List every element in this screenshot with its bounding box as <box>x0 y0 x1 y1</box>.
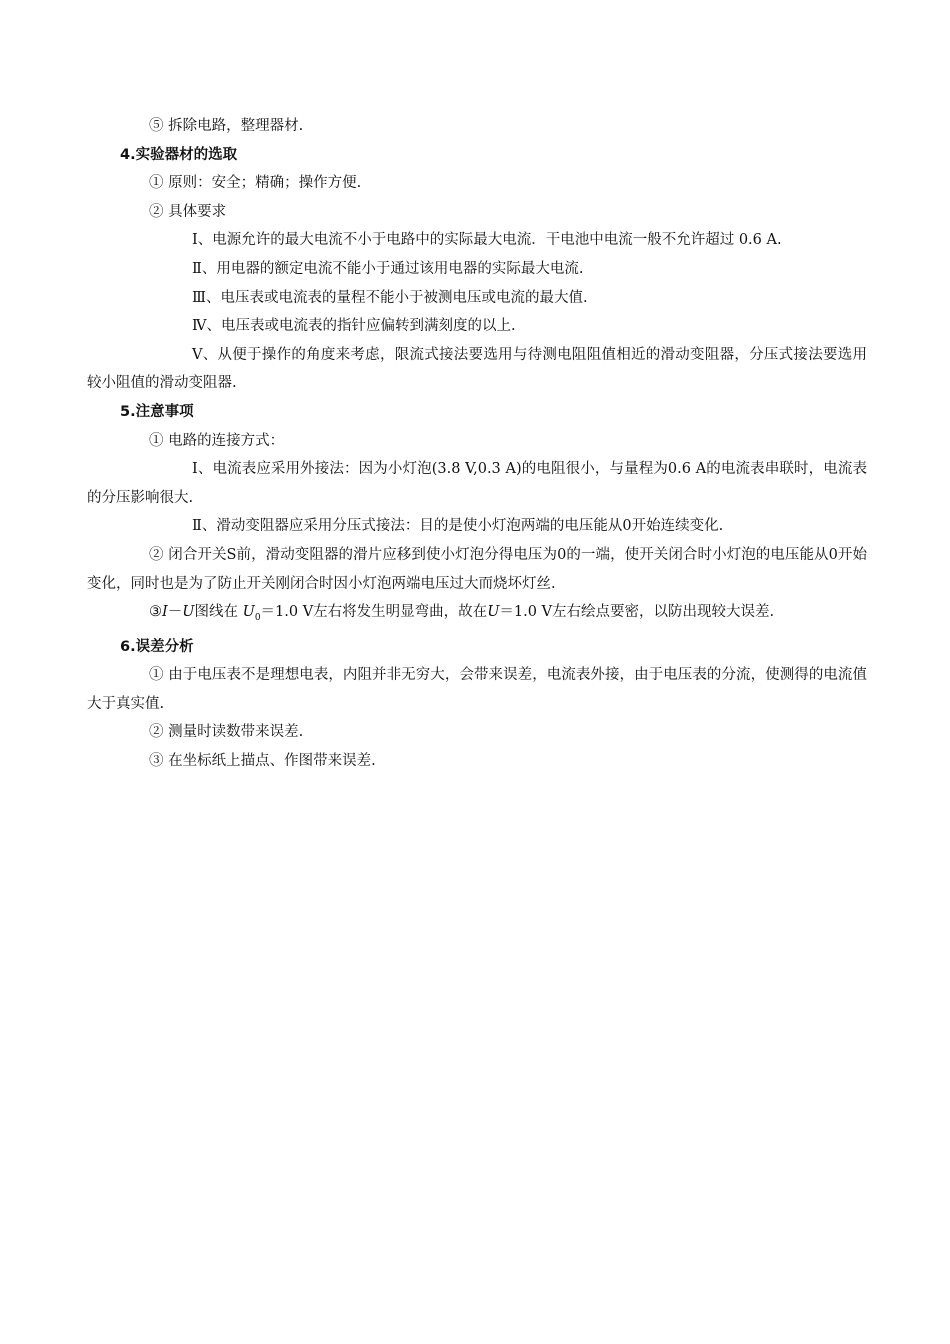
note-curve-text-3: ＝1.0 V左右绘点要密，以防出现较大误差. <box>499 604 775 621</box>
error-1: ① 由于电压表不是理想电表，内阻并非无穷大，会带来误差，电流表外接，由于电压表的分流，使测得的电流值大于真实值. <box>87 667 867 712</box>
error-2: ② 测量时读数带来误差. <box>149 724 304 741</box>
section-5-heading: 5.注意事项 <box>120 403 194 420</box>
note-ammeter: Ⅰ、电流表应采用外接法：因为小灯泡(3.8 V,0.3 A)的电阻很小，与量程为0.6 A的电流表串联时，电流表的分压影响很大. <box>87 461 867 506</box>
connection-label: ① 电路的连接方式： <box>149 432 285 449</box>
note-curve-text-2: ＝1.0 V左右将发生明显弯曲，故在 <box>260 604 488 621</box>
error-3: ③ 在坐标纸上描点、作图带来误差. <box>149 752 376 769</box>
symbol-u-2: U <box>487 604 500 621</box>
step-5-text: ⑤ 拆除电路，整理器材. <box>149 118 304 134</box>
requirement-5: Ⅴ、从便于操作的角度来考虑，限流式接法要选用与待测电阻阻值相近的滑动变阻器，分压式接法要选用较小阻值的滑动变阻器. <box>87 346 867 392</box>
note-curve <box>87 598 867 632</box>
note-switch: ② 闭合开关S前，滑动变阻器的滑片应移到使小灯泡分得电压为0的一端，使开关闭合时小灯泡的电压能从0开始变化，同时也是为了防止开关刚闭合时因小灯泡两端电压过大而烧坏灯丝. <box>87 546 867 592</box>
symbol-i: I <box>162 604 168 621</box>
requirement-1: Ⅰ、电源允许的最大电流不小于电路中的实际最大电流．干电池中电流一般不允许超过 0.6 A. <box>192 232 782 249</box>
minus-sign: － <box>167 604 183 621</box>
symbol-u0: U <box>242 604 255 621</box>
requirement-2: Ⅱ、用电器的额定电流不能小于通过该用电器的实际最大电流. <box>192 260 584 277</box>
note-rheostat: Ⅱ、滑动变阻器应采用分压式接法：目的是使小灯泡两端的电压能从0开始连续变化. <box>192 518 724 535</box>
document-page <box>87 112 867 776</box>
requirement-3: Ⅲ、电压表或电流表的量程不能小于被测电压或电流的最大值. <box>192 289 588 306</box>
section-4-heading: 4.实验器材的选取 <box>120 146 238 163</box>
section-6-heading: 6.误差分析 <box>120 638 194 655</box>
principle-text: ① 原则：安全；精确；操作方便. <box>149 175 362 192</box>
requirements-label: ② 具体要求 <box>149 203 227 220</box>
note-curve-text-1: 图线在 <box>194 604 243 621</box>
requirement-4: Ⅳ、电压表或电流表的指针应偏转到满刻度的以上. <box>192 318 516 335</box>
subscript-0: 0 <box>254 612 261 623</box>
symbol-u: U <box>182 604 195 621</box>
note-curve-number: ③ <box>149 604 162 621</box>
